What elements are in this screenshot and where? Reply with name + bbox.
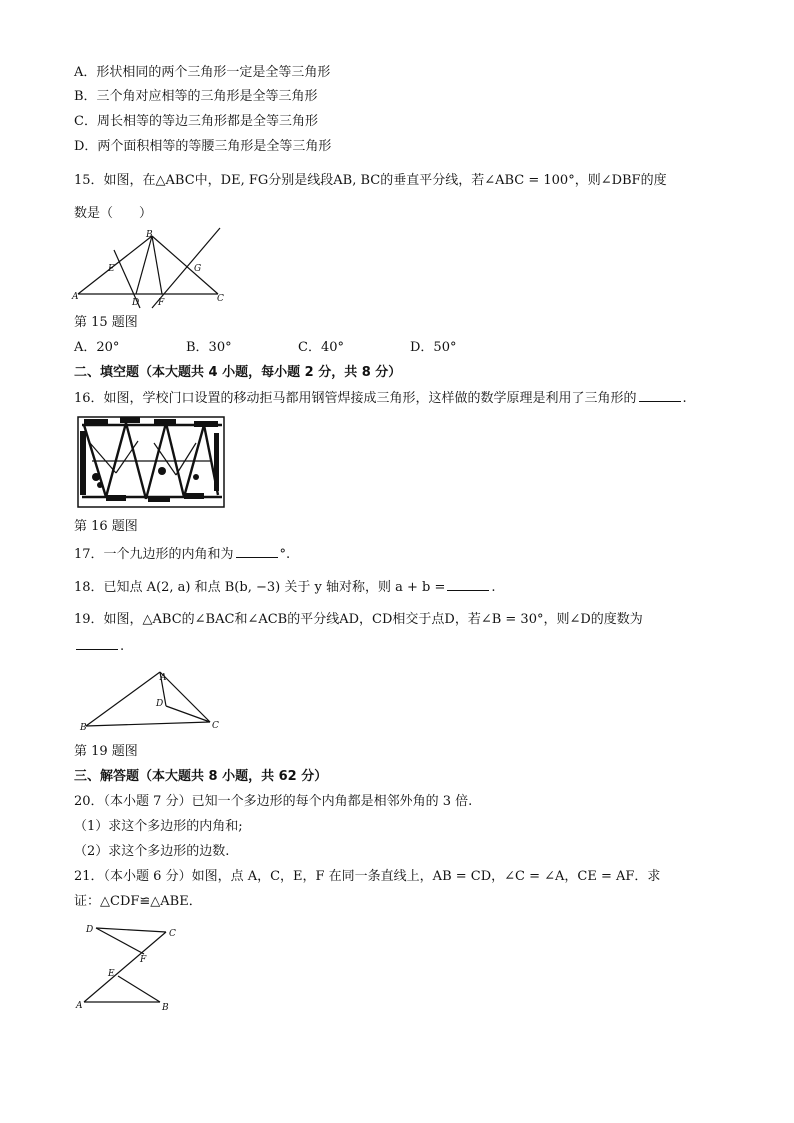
q21-label-f: F [140,955,147,965]
q21-label-b: B [162,1003,169,1013]
q19-label-b: B [80,723,87,733]
q15-label-f: F [158,298,165,308]
q15-label-d: D [132,298,140,308]
q21-label-e: E [108,969,115,979]
q19-label-d: D [156,699,164,709]
q14-option-a: A．形状相同的两个三角形一定是全等三角形 [74,65,331,80]
q20-stem: 20．（本小题 7 分）已知一个多边形的每个内角都是相邻外角的 3 倍. [74,794,473,809]
q19-end: . [120,639,125,654]
q17-blank [236,545,278,558]
q14-option-b: B．三个角对应相等的三角形是全等三角形 [74,89,318,104]
q21-label-c: C [169,929,176,939]
q17-end: °. [279,547,291,562]
q18-stem [74,578,495,597]
q21-stem-line1: 21．（本小题 6 分）如图，点 A，C，E，F 在同一条直线上，AB = CD，∠C = ∠A，CE = AF．求 [74,869,661,884]
q18-text: 18．已知点 A(2, a) 和点 B(b, −3) 关于 y 轴对称，则 a + b = [74,580,446,595]
q15-label-c: C [217,294,224,304]
q19-blank [76,637,118,650]
q15-label-a: A [72,292,79,302]
q16-stem [74,389,687,408]
q18-blank [447,578,489,591]
q15-option-a: A．20° [74,340,120,355]
q16-end: . [682,391,687,406]
q15-option-d: D．50° [410,340,457,355]
q14-option-d: D．两个面积相等的等腰三角形是全等三角形 [74,139,332,154]
q15-caption: 第 15 题图 [74,315,138,330]
q21-stem-line2: 证：△CDF≌△ABE． [74,894,202,909]
q17-stem [74,545,290,564]
q19-stem-line2 [74,637,124,656]
q19-label-a: A [160,673,167,683]
q15-stem-line2: 数是（ ） [74,206,153,221]
q15-label-e: E [108,264,115,274]
q15-label-b: B [146,230,153,240]
q19-label-c: C [212,721,219,731]
section2-heading: 二、填空题（本大题共 4 小题，每小题 2 分，共 8 分） [74,365,402,380]
q19-stem-line1: 19．如图，△ABC的∠BAC和∠ACB的平分线AD，CD相交于点D，若∠B = 30°，则∠D的度数为 [74,612,643,627]
q14-option-c: C．周长相等的等边三角形都是全等三角形 [74,114,318,129]
q15-label-g: G [194,264,202,274]
q15-option-b: B．30° [186,340,232,355]
q15-stem-line1: 15．如图，在△ABC中，DE, FG分别是线段AB, BC的垂直平分线，若∠ABC = 100°，则∠DBF的度 [74,173,667,188]
q17-text: 17．一个九边形的内角和为 [74,547,234,562]
q15-option-c: C．40° [298,340,344,355]
q16-photo-barrier [76,413,228,511]
q16-caption: 第 16 题图 [74,519,138,534]
section3-heading: 三、解答题（本大题共 8 小题，共 62 分） [74,769,328,784]
q21-label-a: A [76,1001,83,1011]
q16-blank [639,389,681,402]
q19-caption: 第 19 题图 [74,744,138,759]
q19-figure [80,666,224,734]
q15-figure [70,228,230,310]
q18-end: . [491,580,496,595]
q21-figure [76,920,186,1012]
q16-text: 16．如图，学校门口设置的移动拒马都用钢管焊接成三角形，这样做的数学原理是利用了三角形的 [74,391,637,406]
q20-sub2: （2）求这个多边形的边数. [74,844,230,859]
q21-label-d: D [86,925,94,935]
q20-sub1: （1）求这个多边形的内角和; [74,819,243,834]
